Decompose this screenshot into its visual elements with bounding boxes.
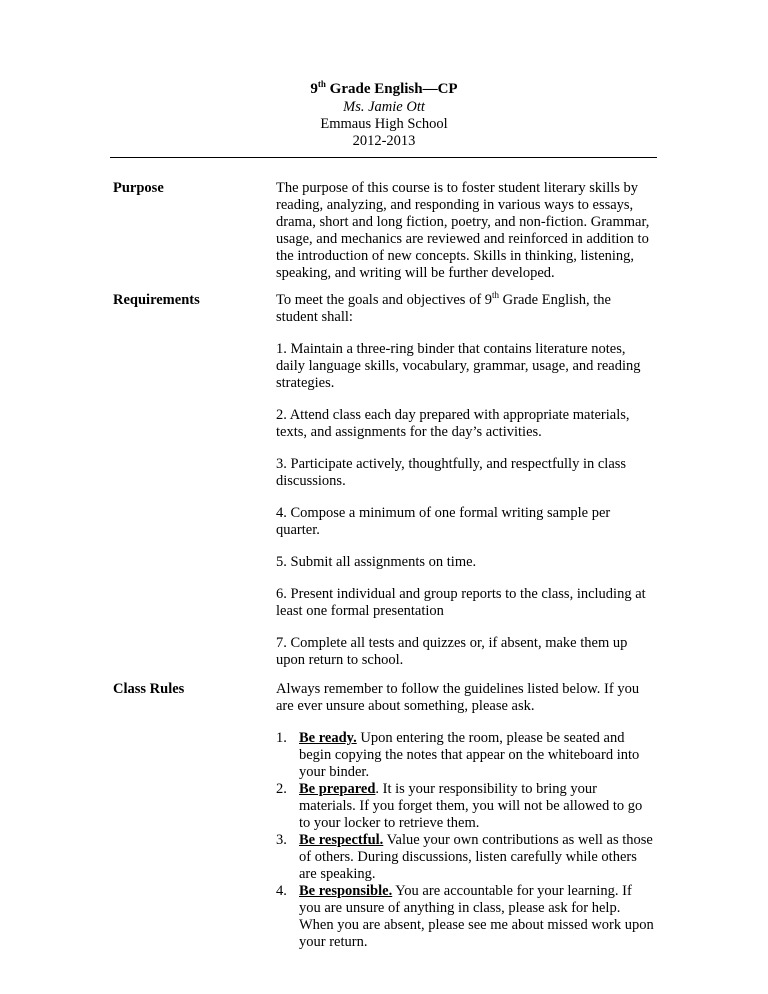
rule-number: 1. xyxy=(276,730,287,746)
requirements-intro xyxy=(276,292,656,326)
requirement-item: 1. Maintain a three-ring binder that contains literature notes, daily language skills, vocabulary, grammar, usage, and reading strategies. xyxy=(276,341,641,391)
class-rules-content xyxy=(276,681,656,951)
course-grade-suffix: th xyxy=(317,79,326,89)
class-rule-item xyxy=(276,730,656,781)
school-year: 2012-2013 xyxy=(352,133,416,149)
purpose-label: Purpose xyxy=(113,180,164,196)
document-header xyxy=(0,80,768,150)
class-rules-label: Class Rules xyxy=(113,681,185,697)
course-grade-number: 9 xyxy=(310,81,318,97)
requirements-intro-after: Grade English, the student shall: xyxy=(276,292,611,325)
rule-text: You are accountable for your learning. If you are unsure of anything in class, please ask for help. When you are absent, please see me about missed work upon your return. xyxy=(299,883,654,950)
class-rules-intro: Always remember to follow the guidelines listed below. If you are ever unsure about something, please ask. xyxy=(276,681,640,714)
requirements-intro-before: To meet the goals and objectives of 9 xyxy=(276,292,493,308)
course-title-rest: Grade English—CP xyxy=(325,81,458,97)
rule-title: Be responsible. xyxy=(299,883,393,899)
rule-number: 4. xyxy=(276,883,287,899)
rule-text: Upon entering the room, please be seated and begin copying the notes that appear on the whiteboard into your binder. xyxy=(299,730,640,780)
rule-number: 3. xyxy=(276,832,287,848)
requirement-item: 5. Submit all assignments on time. xyxy=(276,554,477,570)
school-name: Emmaus High School xyxy=(320,116,448,132)
purpose-content xyxy=(276,180,656,297)
purpose-text: The purpose of this course is to foster student literary skills by reading, analyzing, and responding in various ways to essays, drama, short and long fiction, poetry, and non-fiction. Grammar, usage, and mechanics are reviewed and reinforced in addition to the introduction of new concepts. Skills in thinking, listening, speaking, and writing will be further developed. xyxy=(276,180,650,281)
requirements-intro-sup: th xyxy=(492,290,500,301)
requirement-item: 2. Attend class each day prepared with appropriate materials, texts, and assignments for the day’s activities. xyxy=(276,407,630,440)
rule-title: Be respectful. xyxy=(299,832,384,848)
rule-number: 2. xyxy=(276,781,287,797)
class-rule-item xyxy=(276,832,656,883)
rule-text: Value your own contributions as well as those of others. During discussions, listen carefully while others are speaking. xyxy=(299,832,653,882)
requirements-label: Requirements xyxy=(113,292,200,308)
class-rules-list xyxy=(276,730,656,951)
requirement-item: 3. Participate actively, thoughtfully, and respectfully in class discussions. xyxy=(276,456,627,489)
rule-title: Be ready. xyxy=(299,730,357,746)
course-title xyxy=(0,80,768,99)
class-rule-item xyxy=(276,883,656,951)
rule-text: . It is your responsibility to bring your materials. If you forget them, you will not be allowed to go to your locker to retrieve them. xyxy=(299,781,643,831)
class-rule-item xyxy=(276,781,656,832)
requirements-content xyxy=(276,292,656,684)
requirement-item: 6. Present individual and group reports to the class, including at least one formal presentation xyxy=(276,586,646,619)
teacher-name: Ms. Jamie Ott xyxy=(343,99,425,115)
requirement-item: 7. Complete all tests and quizzes or, if absent, make them up upon return to school. xyxy=(276,635,628,668)
requirement-item: 4. Compose a minimum of one formal writing sample per quarter. xyxy=(276,505,611,538)
rule-title: Be prepared xyxy=(299,781,376,797)
header-divider xyxy=(110,157,657,158)
